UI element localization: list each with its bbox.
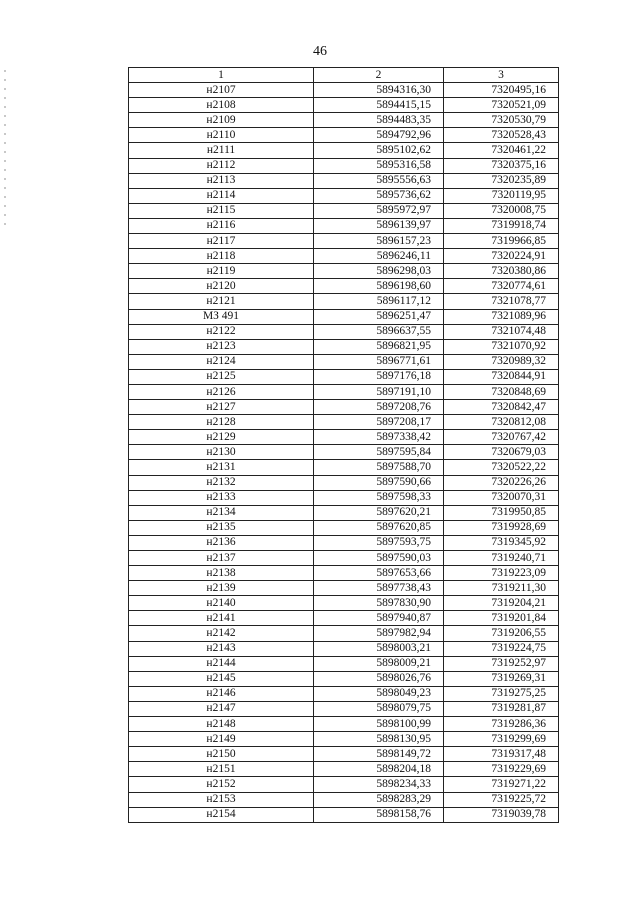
point-id-cell: н2124 (129, 354, 314, 369)
table-row (129, 671, 559, 686)
x-coordinate-cell: 5897738,43 (314, 581, 444, 596)
x-coordinate-cell: 5897598,33 (314, 490, 444, 505)
column-header-3: 3 (444, 68, 559, 83)
x-coordinate-cell: 5897830,90 (314, 596, 444, 611)
y-coordinate-cell: 7319928,69 (444, 520, 559, 535)
x-coordinate-cell: 5898100,99 (314, 717, 444, 732)
table-row (129, 264, 559, 279)
y-coordinate-cell: 7319206,55 (444, 626, 559, 641)
point-id-cell: н2111 (129, 143, 314, 158)
y-coordinate-cell: 7319269,31 (444, 671, 559, 686)
point-id-cell: н2146 (129, 686, 314, 701)
point-id-cell: н2147 (129, 701, 314, 716)
y-coordinate-cell: 7319317,48 (444, 747, 559, 762)
x-coordinate-cell: 5898204,18 (314, 762, 444, 777)
y-coordinate-cell: 7319918,74 (444, 218, 559, 233)
x-coordinate-cell: 5896139,97 (314, 218, 444, 233)
y-coordinate-cell: 7320008,75 (444, 203, 559, 218)
table-row (129, 98, 559, 113)
x-coordinate-cell: 5897590,66 (314, 475, 444, 490)
x-coordinate-cell: 5897191,10 (314, 384, 444, 399)
point-id-cell: н2108 (129, 98, 314, 113)
x-coordinate-cell: 5897590,03 (314, 551, 444, 566)
y-coordinate-cell: 7319240,71 (444, 551, 559, 566)
point-id-cell: н2109 (129, 113, 314, 128)
table-row (129, 324, 559, 339)
point-id-cell: н2114 (129, 188, 314, 203)
table-row (129, 384, 559, 399)
point-id-cell: н2131 (129, 460, 314, 475)
y-coordinate-cell: 7320461,22 (444, 143, 559, 158)
y-coordinate-cell: 7320522,22 (444, 460, 559, 475)
table-row (129, 656, 559, 671)
x-coordinate-cell: 5896198,60 (314, 279, 444, 294)
y-coordinate-cell: 7319275,25 (444, 686, 559, 701)
point-id-cell: н2137 (129, 551, 314, 566)
point-id-cell: н2115 (129, 203, 314, 218)
table-row (129, 747, 559, 762)
x-coordinate-cell: 5895736,62 (314, 188, 444, 203)
y-coordinate-cell: 7319950,85 (444, 505, 559, 520)
point-id-cell: н2128 (129, 415, 314, 430)
x-coordinate-cell: 5896637,55 (314, 324, 444, 339)
table-row (129, 520, 559, 535)
point-id-cell: н2130 (129, 445, 314, 460)
table-row (129, 128, 559, 143)
x-coordinate-cell: 5897940,87 (314, 611, 444, 626)
table-row (129, 490, 559, 505)
y-coordinate-cell: 7319224,75 (444, 641, 559, 656)
y-coordinate-cell: 7319039,78 (444, 807, 559, 822)
y-coordinate-cell: 7320528,43 (444, 128, 559, 143)
table-row (129, 113, 559, 128)
point-id-cell: н2129 (129, 430, 314, 445)
table-row (129, 445, 559, 460)
x-coordinate-cell: 5898149,72 (314, 747, 444, 762)
x-coordinate-cell: 5897588,70 (314, 460, 444, 475)
x-coordinate-cell: 5897620,21 (314, 505, 444, 520)
x-coordinate-cell: 5896246,11 (314, 249, 444, 264)
y-coordinate-cell: 7320495,16 (444, 83, 559, 98)
table-row (129, 354, 559, 369)
point-id-cell: н2145 (129, 671, 314, 686)
table-row (129, 430, 559, 445)
x-coordinate-cell: 5895972,97 (314, 203, 444, 218)
table-row (129, 203, 559, 218)
point-id-cell: н2120 (129, 279, 314, 294)
point-id-cell: н2110 (129, 128, 314, 143)
x-coordinate-cell: 5897595,84 (314, 445, 444, 460)
point-id-cell: н2119 (129, 264, 314, 279)
page-number: 46 (313, 44, 327, 59)
x-coordinate-cell: 5898283,29 (314, 792, 444, 807)
table-row (129, 158, 559, 173)
point-id-cell: н2118 (129, 249, 314, 264)
table-row (129, 415, 559, 430)
x-coordinate-cell: 5897593,75 (314, 535, 444, 550)
table-row (129, 143, 559, 158)
table-row (129, 218, 559, 233)
table-header-row (129, 68, 559, 83)
y-coordinate-cell: 7319252,97 (444, 656, 559, 671)
y-coordinate-cell: 7319229,69 (444, 762, 559, 777)
point-id-cell: н2151 (129, 762, 314, 777)
table-row (129, 249, 559, 264)
point-id-cell: н2126 (129, 384, 314, 399)
point-id-cell: н2138 (129, 566, 314, 581)
point-id-cell: н2149 (129, 732, 314, 747)
x-coordinate-cell: 5898009,21 (314, 656, 444, 671)
y-coordinate-cell: 7320375,16 (444, 158, 559, 173)
table-row (129, 701, 559, 716)
y-coordinate-cell: 7319225,72 (444, 792, 559, 807)
table-row (129, 611, 559, 626)
x-coordinate-cell: 5897208,17 (314, 415, 444, 430)
table-row (129, 188, 559, 203)
table-row (129, 762, 559, 777)
y-coordinate-cell: 7320767,42 (444, 430, 559, 445)
x-coordinate-cell: 5897176,18 (314, 369, 444, 384)
y-coordinate-cell: 7320812,08 (444, 415, 559, 430)
point-id-cell: н2132 (129, 475, 314, 490)
table-row (129, 777, 559, 792)
table-row (129, 173, 559, 188)
table-row (129, 717, 559, 732)
y-coordinate-cell: 7320848,69 (444, 384, 559, 399)
y-coordinate-cell: 7319286,36 (444, 717, 559, 732)
x-coordinate-cell: 5894415,15 (314, 98, 444, 113)
point-id-cell: н2112 (129, 158, 314, 173)
x-coordinate-cell: 5897653,66 (314, 566, 444, 581)
x-coordinate-cell: 5898079,75 (314, 701, 444, 716)
point-id-cell: н2122 (129, 324, 314, 339)
x-coordinate-cell: 5896117,12 (314, 294, 444, 309)
table-row (129, 475, 559, 490)
point-id-cell: н2152 (129, 777, 314, 792)
table-row (129, 581, 559, 596)
y-coordinate-cell: 7321074,48 (444, 324, 559, 339)
table-row (129, 309, 559, 324)
point-id-cell: н2154 (129, 807, 314, 822)
point-id-cell: н2133 (129, 490, 314, 505)
table-row (129, 339, 559, 354)
table-row (129, 641, 559, 656)
table-row (129, 400, 559, 415)
table-body (129, 83, 559, 823)
table-row (129, 279, 559, 294)
x-coordinate-cell: 5898130,95 (314, 732, 444, 747)
point-id-cell: н2142 (129, 626, 314, 641)
point-id-cell: МЗ 491 (129, 309, 314, 324)
y-coordinate-cell: 7320989,32 (444, 354, 559, 369)
point-id-cell: н2144 (129, 656, 314, 671)
x-coordinate-cell: 5894483,35 (314, 113, 444, 128)
point-id-cell: н2153 (129, 792, 314, 807)
y-coordinate-cell: 7320679,03 (444, 445, 559, 460)
point-id-cell: н2116 (129, 218, 314, 233)
x-coordinate-cell: 5897208,76 (314, 400, 444, 415)
x-coordinate-cell: 5897982,94 (314, 626, 444, 641)
point-id-cell: н2150 (129, 747, 314, 762)
point-id-cell: н2135 (129, 520, 314, 535)
table-row (129, 732, 559, 747)
table-row (129, 551, 559, 566)
table-row (129, 294, 559, 309)
x-coordinate-cell: 5897620,85 (314, 520, 444, 535)
point-id-cell: н2136 (129, 535, 314, 550)
x-coordinate-cell: 5898234,33 (314, 777, 444, 792)
table-row (129, 505, 559, 520)
point-id-cell: н2121 (129, 294, 314, 309)
table-row (129, 807, 559, 822)
x-coordinate-cell: 5894316,30 (314, 83, 444, 98)
table-row (129, 83, 559, 98)
scan-margin-marks (4, 70, 6, 230)
y-coordinate-cell: 7319201,84 (444, 611, 559, 626)
point-id-cell: н2148 (129, 717, 314, 732)
y-coordinate-cell: 7319223,09 (444, 566, 559, 581)
y-coordinate-cell: 7320521,09 (444, 98, 559, 113)
y-coordinate-cell: 7321070,92 (444, 339, 559, 354)
table-row (129, 566, 559, 581)
y-coordinate-cell: 7319211,30 (444, 581, 559, 596)
point-id-cell: н2113 (129, 173, 314, 188)
table-row (129, 535, 559, 550)
y-coordinate-cell: 7320774,61 (444, 279, 559, 294)
y-coordinate-cell: 7320842,47 (444, 400, 559, 415)
y-coordinate-cell: 7320530,79 (444, 113, 559, 128)
x-coordinate-cell: 5896771,61 (314, 354, 444, 369)
y-coordinate-cell: 7319345,92 (444, 535, 559, 550)
y-coordinate-cell: 7320235,89 (444, 173, 559, 188)
point-id-cell: н2139 (129, 581, 314, 596)
x-coordinate-cell: 5898049,23 (314, 686, 444, 701)
table-row (129, 792, 559, 807)
x-coordinate-cell: 5896821,95 (314, 339, 444, 354)
y-coordinate-cell: 7319299,69 (444, 732, 559, 747)
x-coordinate-cell: 5898003,21 (314, 641, 444, 656)
y-coordinate-cell: 7320070,31 (444, 490, 559, 505)
point-id-cell: н2141 (129, 611, 314, 626)
y-coordinate-cell: 7321078,77 (444, 294, 559, 309)
x-coordinate-cell: 5895316,58 (314, 158, 444, 173)
coordinates-table (128, 67, 559, 823)
y-coordinate-cell: 7320380,86 (444, 264, 559, 279)
point-id-cell: н2125 (129, 369, 314, 384)
x-coordinate-cell: 5896251,47 (314, 309, 444, 324)
y-coordinate-cell: 7319271,22 (444, 777, 559, 792)
x-coordinate-cell: 5896157,23 (314, 234, 444, 249)
point-id-cell: н2127 (129, 400, 314, 415)
point-id-cell: н2123 (129, 339, 314, 354)
y-coordinate-cell: 7320224,91 (444, 249, 559, 264)
x-coordinate-cell: 5895556,63 (314, 173, 444, 188)
table-row (129, 686, 559, 701)
y-coordinate-cell: 7319966,85 (444, 234, 559, 249)
y-coordinate-cell: 7321089,96 (444, 309, 559, 324)
table-row (129, 234, 559, 249)
x-coordinate-cell: 5895102,62 (314, 143, 444, 158)
y-coordinate-cell: 7320844,91 (444, 369, 559, 384)
y-coordinate-cell: 7320119,95 (444, 188, 559, 203)
x-coordinate-cell: 5896298,03 (314, 264, 444, 279)
column-header-2: 2 (314, 68, 444, 83)
x-coordinate-cell: 5894792,96 (314, 128, 444, 143)
table-row (129, 596, 559, 611)
point-id-cell: н2117 (129, 234, 314, 249)
x-coordinate-cell: 5897338,42 (314, 430, 444, 445)
y-coordinate-cell: 7319281,87 (444, 701, 559, 716)
table-row (129, 460, 559, 475)
y-coordinate-cell: 7320226,26 (444, 475, 559, 490)
x-coordinate-cell: 5898158,76 (314, 807, 444, 822)
point-id-cell: н2143 (129, 641, 314, 656)
table-row (129, 369, 559, 384)
y-coordinate-cell: 7319204,21 (444, 596, 559, 611)
column-header-1: 1 (129, 68, 314, 83)
point-id-cell: н2107 (129, 83, 314, 98)
point-id-cell: н2140 (129, 596, 314, 611)
point-id-cell: н2134 (129, 505, 314, 520)
table-row (129, 626, 559, 641)
x-coordinate-cell: 5898026,76 (314, 671, 444, 686)
